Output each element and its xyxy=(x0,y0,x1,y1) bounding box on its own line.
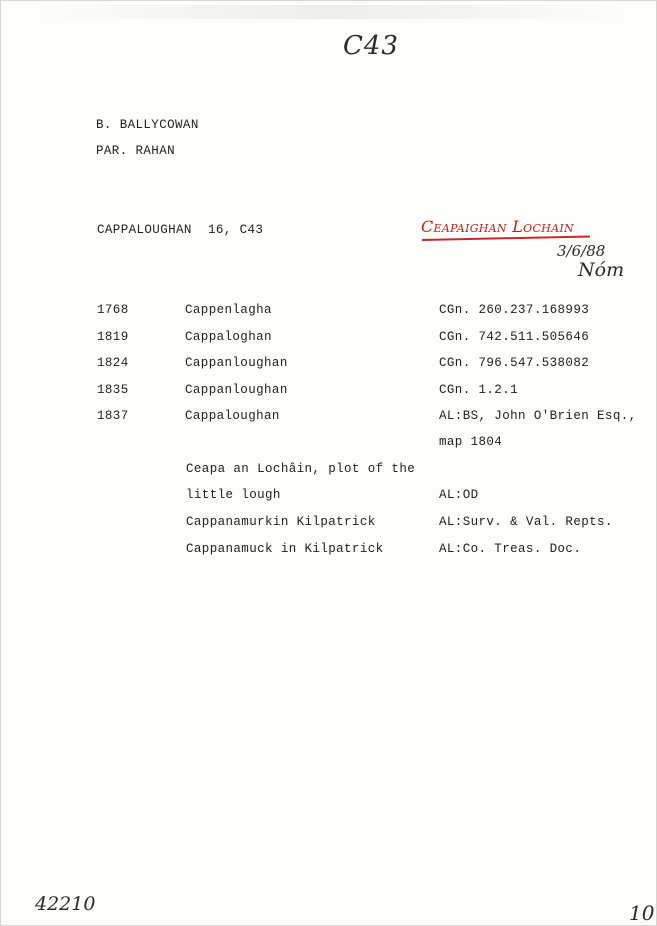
row-year: 1837 xyxy=(97,409,129,423)
handwritten-archive-number: 42210 xyxy=(35,893,96,915)
red-underline xyxy=(422,235,590,241)
row-source: CGn. 260.237.168993 xyxy=(439,303,590,317)
row-form: Cappenlagha xyxy=(185,303,272,317)
row-form: Cappanamuck in Kilpatrick xyxy=(186,542,384,556)
row-source: AL:BS, John O'Brien Esq., xyxy=(439,409,637,423)
handwritten-code: C43 xyxy=(343,31,399,61)
parish-line: PAR. RAHAN xyxy=(96,144,176,158)
townland-name: CAPPALOUGHAN xyxy=(97,223,192,237)
row-year: 1824 xyxy=(97,356,129,370)
barony-line: B. BALLYCOWAN xyxy=(96,118,199,132)
row-form: Cappanloughan xyxy=(185,356,288,370)
row-form: little lough xyxy=(186,488,281,502)
row-form: Cappanloughan xyxy=(185,383,288,397)
row-year: 1835 xyxy=(97,383,129,397)
row-source: CGn. 1.2.1 xyxy=(439,383,519,397)
row-form: Ceapa an Lochâin, plot of the xyxy=(186,462,416,476)
handwritten-page-number: 10 xyxy=(629,901,655,925)
scan-artifact xyxy=(31,5,631,19)
handwritten-date: 3/6/88 xyxy=(557,242,606,260)
row-form: Cappaloghan xyxy=(185,330,272,344)
row-source: CGn. 796.547.538082 xyxy=(439,356,590,370)
row-form: Cappaloughan xyxy=(185,409,280,423)
row-source: AL:Co. Treas. Doc. xyxy=(439,542,582,556)
row-form: Cappanamurkin Kilpatrick xyxy=(186,515,376,529)
handwritten-irish-name: Ceapaighan Lochain xyxy=(421,217,574,236)
row-source: AL:Surv. & Val. Repts. xyxy=(439,515,613,529)
row-source: AL:OD xyxy=(439,488,479,502)
handwritten-initials: Nóm xyxy=(578,259,625,281)
row-year: 1768 xyxy=(97,303,129,317)
row-source: CGn. 742.511.505646 xyxy=(439,330,590,344)
row-year: 1819 xyxy=(97,330,129,344)
townland-reference: 16, C43 xyxy=(208,223,264,237)
row-source: map 1804 xyxy=(439,435,503,449)
